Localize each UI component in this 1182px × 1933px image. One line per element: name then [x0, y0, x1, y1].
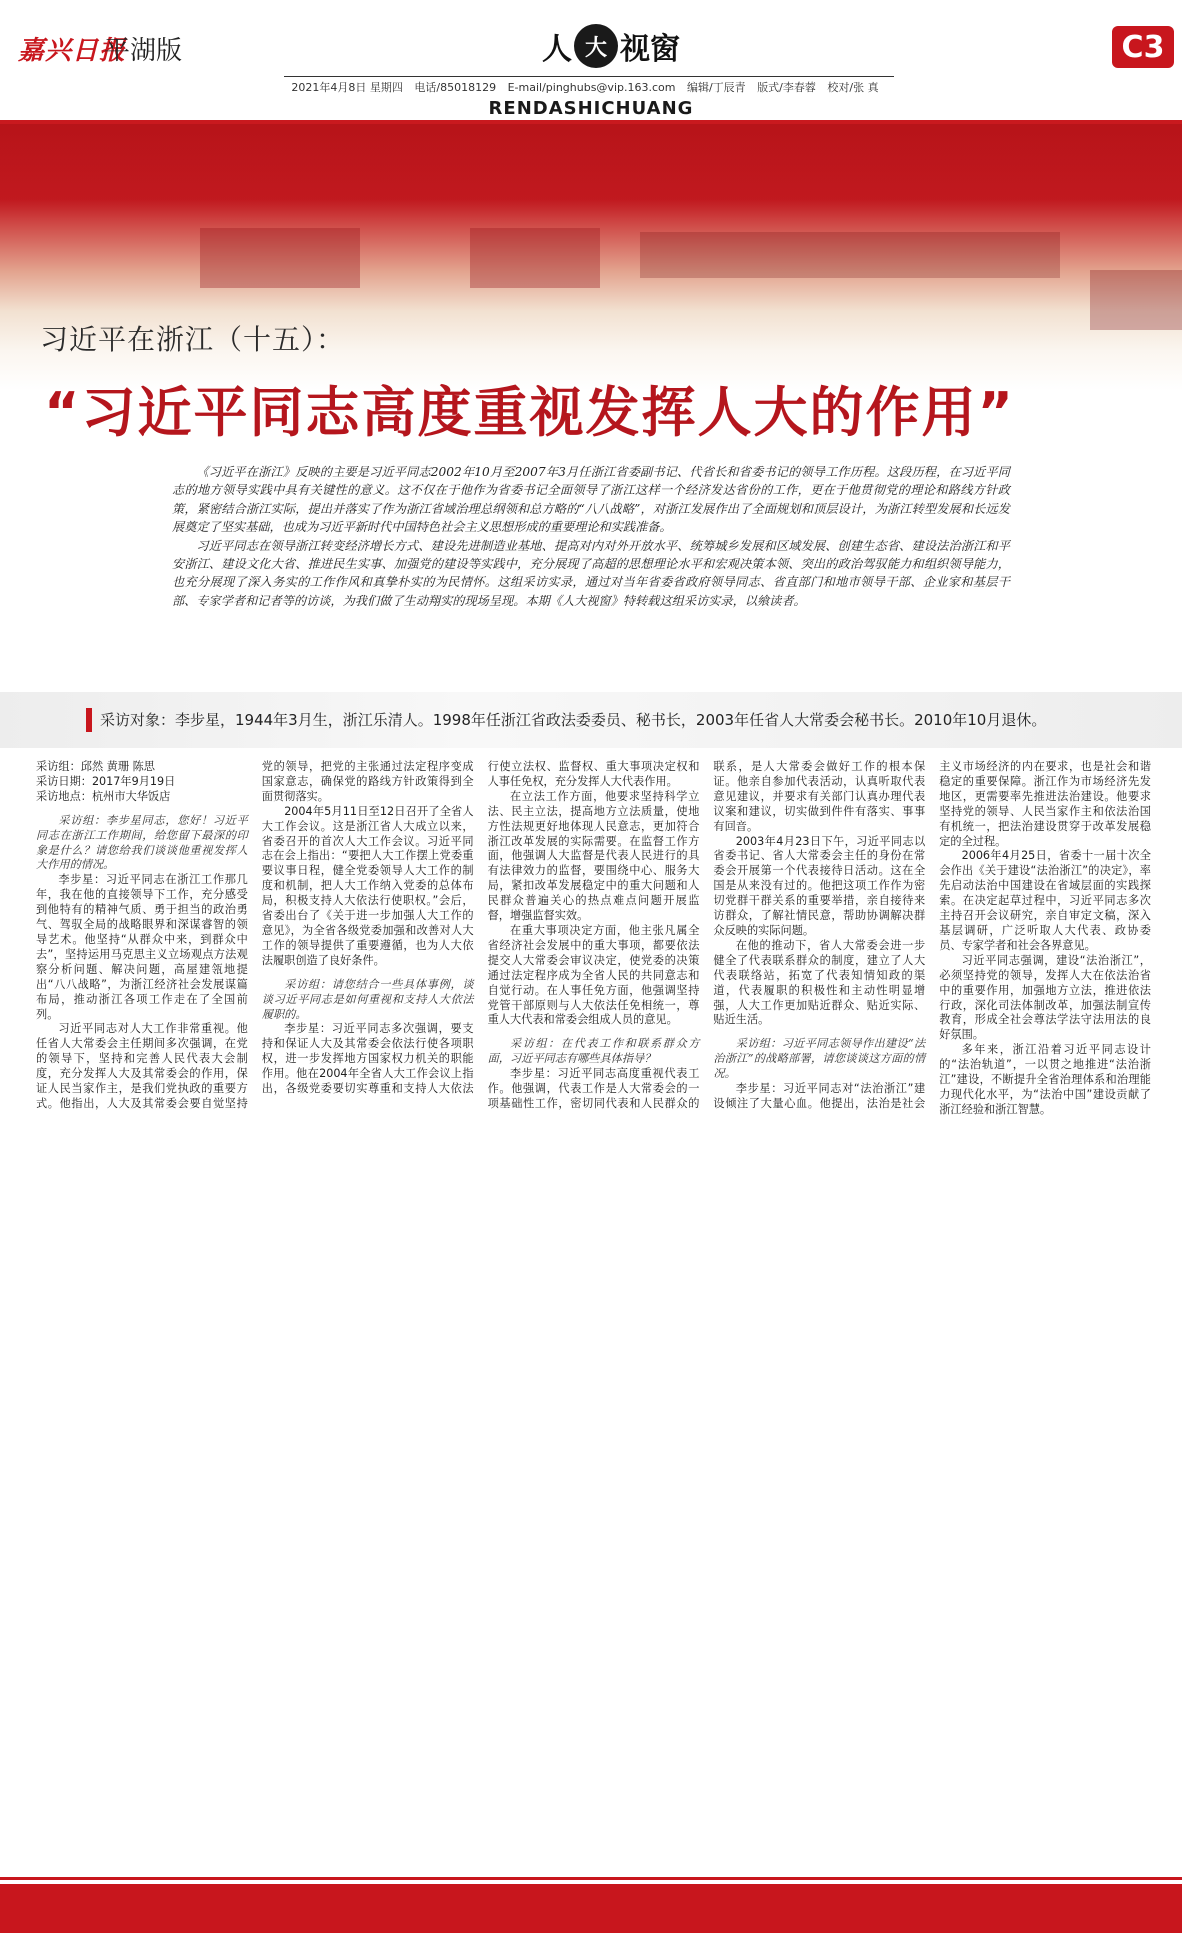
column-logo-right: 视窗	[620, 32, 680, 67]
edition-name: 平湖版	[104, 36, 183, 66]
designer: 版式/李春蓉	[757, 81, 816, 94]
interview-question: 采访组：请您结合一些具体事例，谈谈习近平同志是如何重视和支持人大依法履职的。	[261, 977, 474, 1021]
hero-shade	[470, 228, 600, 288]
interview-answer: 李步星：习近平同志对“法治浙江”建设倾注了大量心血。他提出，法治是社会主义市场经济的内在要求，也是社会和谐稳定的重要保障。浙江作为市场经济先发地区，更需要率先推进法治建设。他要求坚持党的领导、人民当家作主和依法治国有机统一，把法治建设贯穿于改革发展稳定的全过程。	[713, 760, 1151, 1110]
interview-answer: 李步星：习近平同志多次强调，要支持和保证人大及其常委会依法行使各项职权，进一步发挥地方国家权力机关的职能作用。他在2004年全省人大工作会议上指出，各级党委要切实尊重和支持人大依法行使立法权、监督权、重大事项决定权和人事任免权，充分发挥人大代表作用。	[261, 760, 700, 1096]
interview-answer: 在立法工作方面，他要求坚持科学立法、民主立法，提高地方立法质量，使地方性法规更好地体现人民意志，更加符合浙江改革发展的实际需要。在监督工作方面，他强调人大监督是代表人民进行的具有法律效力的监督，要围绕中心、服务大局，紧扣改革发展稳定中的重大问题和人民群众普遍关心的热点难点问题开展监督，增强监督实效。	[487, 789, 700, 923]
column-logo-seal: 大	[574, 24, 618, 68]
hero-shade	[640, 232, 1060, 278]
interview-answer: 2006年4月25日，省委十一届十次全会作出《关于建设“法治浙江”的决定》，率先启动法治中国建设在省域层面的实践探索。在决定起草过程中，习近平同志多次主持召开会议研究，亲自审定文稿，深入基层调研，广泛听取人大代表、政协委员、专家学者和社会各界意见。	[939, 849, 1151, 952]
interview-answer: 在他的推动下，省人大常委会进一步健全了代表联系群众的制度，建立了人大代表联络站，拓宽了代表知情知政的渠道，代表履职的积极性和主动性明显增强，人大工作更加贴近群众、贴近实际、贴近生活。	[713, 938, 926, 1027]
intro-paragraph: 习近平同志在领导浙江转变经济增长方式、建设先进制造业基地、提高对内对外开放水平、统筹城乡发展和区域发展、创建生态省、建设法治浙江和平安浙江、建设文化大省、推进民生实事、加强党的建设等实践中，充分展现了高超的思想理论水平和宏观决策本领、突出的政治驾驭能力和组织领导能力，也充分展现了深入务实的工作作风和真挚朴实的为民情怀。这组采访实录，通过对当年省委省政府领导同志、省直部门和地市领导干部、企业家和基层干部、专家学者和记者等的访谈，为我们做了生动翔实的现场呈现。本期《人大视窗》特转载这组采访实录，以飨读者。	[172, 538, 1010, 608]
page-number-badge: C3	[1112, 26, 1174, 68]
interviewee-accent	[86, 708, 92, 732]
interview-question: 采访组：在代表工作和联系群众方面，习近平同志有哪些具体指导？	[487, 1037, 700, 1066]
hero-band	[0, 124, 1182, 220]
intro-paragraphs	[172, 463, 1010, 610]
column-pinyin: RENDASHICHUANG	[488, 98, 694, 119]
interviewee-banner	[0, 692, 1182, 748]
interview-answer: 2004年5月11日至12日召开了全省人大工作会议。这是浙江省人大成立以来，省委召开的首次人大工作会议。习近平同志在会上指出：“要把人大工作摆上党委重要议事日程，健全党委领导人大工作的制度和机制，把人大工作纳入党委的总体布局，积极支持人大依法行使职权。”会后，省委出台了《关于进一步加强人大工作的意见》，为全省各级党委加强和改善对人大工作的领导提供了重要遵循，也为人大依法履职创造了良好条件。	[261, 804, 474, 967]
interview-answer: 多年来，浙江沿着习近平同志设计的“法治轨道”，一以贯之地推进“法治浙江”建设，不断提升全省治理体系和治理能力现代化水平，为“法治中国”建设贡献了浙江经验和浙江智慧。	[939, 1043, 1151, 1116]
series-subtitle: 习近平在浙江（十五）：	[40, 323, 346, 356]
interview-info: 采访组：邱然 黄珊 陈思	[36, 760, 155, 773]
interview-question: 采访组：李步星同志，您好！习近平同志在浙江工作期间，给您留下最深的印象是什么？请您给我们谈谈他重视发挥人大作用的情况。	[36, 813, 248, 872]
intro-paragraph: 《习近平在浙江》反映的主要是习近平同志2002年10月至2007年3月任浙江省委副书记、代省长和省委书记的领导工作历程。这段历程，在习近平同志的地方领导实践中具有关键性的意义。这不仅在于他作为省委书记全面领导了浙江这样一个经济发达省份的工作，更在于他贯彻党的理论和路线方针政策，紧密结合浙江实际，提出并落实了作为浙江省域治理总纲领和总方略的“八八战略”，对浙江发展作出了全面规划和顶层设计，为浙江转型发展和长远发展奠定了坚实基础，也成为习近平新时代中国特色社会主义思想形成的重要理论和实践准备。	[172, 465, 1010, 535]
footer-rule	[0, 1877, 1182, 1880]
hero-shade	[200, 228, 360, 288]
interview-answer: 李步星：习近平同志高度重视代表工作。他强调，代表工作是人大常委会的一项基础性工作，密切同代表和人民群众的联系，是人大常委会做好工作的根本保证。他亲自参加代表活动，认真听取代表意见建议，并要求有关部门认真办理代表议案和建议，切实做到件件有落实、事事有回音。	[487, 760, 926, 1110]
footer-band	[0, 1884, 1182, 1933]
column-logo-left: 人	[542, 32, 572, 67]
editor: 编辑/丁辰青	[686, 81, 746, 94]
interview-answer: 李步星：习近平同志在浙江工作那几年，我在他的直接领导下工作，充分感受到他特有的精神气质、勇于担当的政治勇气、驾驭全局的战略眼界和深谋睿智的领导艺术。他坚持“从群众中来，到群众中去”，坚持运用马克思主义立场观点方法观察分析问题、解决问题，高屋建瓴地提出“八八战略”，为浙江经济社会发展谋篇布局，推动浙江各项工作走在了全国前列。	[36, 873, 248, 1021]
article-body	[36, 760, 1151, 1865]
interview-info: 采访日期：2017年9月19日	[36, 774, 176, 788]
column-logo	[542, 24, 680, 68]
email: E-mail/pinghubs@vip.163.com	[507, 81, 676, 94]
hero-shade	[1090, 270, 1182, 330]
newspaper-logo: 嘉兴日报	[18, 36, 127, 66]
masthead-meta	[284, 79, 894, 95]
headline-title: “习近平同志高度重视发挥人大的作用”	[44, 381, 1015, 444]
interview-answer: 习近平同志强调，建设“法治浙江”，必须坚持党的领导，发挥人大在依法治省中的重要作用，加强地方立法，推进依法行政，深化司法体制改革，加强法制宣传教育，形成全社会尊法学法守法用法的良好氛围。	[939, 953, 1151, 1042]
interview-answer: 在重大事项决定方面，他主张凡属全省经济社会发展中的重大事项，都要依法提交人大常委会审议决定，使党委的决策通过法定程序成为全省人民的共同意志和自觉行动。在人事任免方面，他强调坚持党管干部原则与人大依法任免相统一，尊重人大代表和常委会组成人员的意见。	[487, 923, 700, 1027]
masthead-divider	[284, 76, 894, 77]
interview-answer: 习近平同志对人大工作非常重视。他任省人大常委会主任期间多次强调，在党的领导下，坚持和完善人民代表大会制度，充分发挥人大及其常委会的作用，保证人民当家作主，是我们党执政的重要方式。他指出，人大及其常委会要自觉坚持党的领导，把党的主张通过法定程序变成国家意志，确保党的路线方针政策得到全面贯彻落实。	[36, 760, 474, 1110]
proofreader: 校对/张 真	[827, 81, 879, 94]
interview-answer: 2003年4月23日下午，习近平同志以省委书记、省人大常委会主任的身份在常委会开展第一个代表接待日活动。这在全国是从来没有过的。他把这项工作作为密切党群干群关系的重要举措，亲自接待来访群众，了解社情民意，帮助协调解决群众反映的实际问题。	[713, 834, 926, 937]
issue-date: 2021年4月8日 星期四	[291, 81, 403, 94]
interview-info: 采访地点：杭州市大华饭店	[36, 789, 171, 803]
phone: 电话/85018129	[414, 81, 497, 94]
interview-question: 采访组：习近平同志领导作出建设“法治浙江”的战略部署，请您谈谈这方面的情况。	[713, 1037, 926, 1081]
interviewee-text: 采访对象：李步星，1944年3月生，浙江乐清人。1998年任浙江省政法委委员、秘书长，2003年任省人大常委会秘书长。2010年10月退休。	[100, 711, 1047, 729]
masthead	[0, 0, 1182, 118]
